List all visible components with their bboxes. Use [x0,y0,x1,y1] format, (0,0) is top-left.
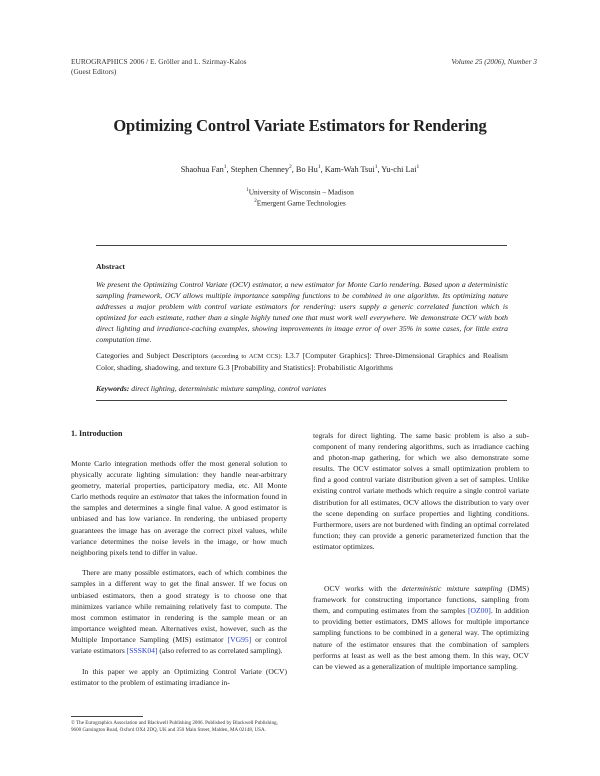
author-affiliation-mark: 2 [289,164,292,170]
emphasis: deterministic mixture sampling [401,584,503,594]
author-name: Shaohua Fan [180,164,224,174]
text-run: OCV works with the [324,584,402,594]
affiliation-line [0,186,600,197]
affiliation-list [0,186,600,208]
author-affiliation-mark: 1 [223,164,227,170]
paper-title: Optimizing Control Variate Estimators for Rendering [113,116,487,135]
text-run: Monte Carlo integration methods offer the most general solution to physically accurate lighting simulation: they handle near-arbitrary geometry, material properties, participatory media, etc. All Monte Carlo methods require an [71,459,287,502]
editors-line: (Guest Editors) [71,66,117,76]
abstract-bottom-rule [96,400,507,401]
running-header-right: Volume 25 (2006), Number 3 [451,57,537,66]
running-header-left [71,57,247,76]
abstract-top-rule [96,245,507,246]
paragraph [313,583,529,672]
paragraph: In this paper we apply an Optimizing Control Variate (OCV) estimator to the problem of estimating irradiance in- [71,666,287,687]
author-name: Kam-Wah Tsui [324,164,375,174]
conference-line: EUROGRAPHICS 2006 / E. Gröller and L. Szirmay-Kalos [71,57,247,66]
author-affiliation-mark: 1 [317,164,321,170]
paragraph [71,458,287,558]
footnote-rule [71,716,143,717]
author-name: Yu-chi Lai [381,164,417,174]
right-column [313,430,529,681]
left-column [71,458,287,697]
text-run: . In addition to providing better estimators, DMS allows for multiple importance sampling functions to be combined in a general way. The optimizing nature of the estimator ensures that the combination of samplers performs at least as well as the best among them. In this way, OCV can be viewed as a generalization of multiple importance sampling. [313,606,529,671]
author-name: Bo Hu [295,164,318,174]
paragraph [71,567,287,656]
emphasis: estimator [150,492,180,502]
keywords-label: Keywords: [96,384,130,393]
keywords [96,383,508,394]
citation-link[interactable]: [OZ00] [468,606,491,616]
abstract-text: We present the Optimizing Control Variate (OCV) estimator, a new estimator for Monte Carlo rendering. Based upon a deterministic sampling framework, OCV allows multiple importance sampling functions to be combined in one algorithm. Its optimizing nature addresses a major problem with control variate estimators for rendering: users supply a generic correlated function which is optimized for each estimate, rather than a single highly tuned one that must work well everywhere. We demonstrate OCV with both direct lighting and irradiance-caching examples, showing improvements in image error of over 35% in some cases, for little extra computation time. [96,280,508,345]
affiliation-line [0,197,600,208]
categories-label: Categories and Subject Descriptors [96,351,209,360]
affiliation-number: 2 [254,198,257,204]
citation-link[interactable]: [VG95] [227,634,252,644]
text-run: There are many possible estimators, each of which combines the samples in a different way to get the final answer. If we focus on unbiased estimators, then a good strategy is to choose one that minimizes variance while remaining relatively fast to compute. The most common estimator in rendering is the sample mean or an importance weighted mean. Alternatives exist, however, such as the Multiple Importance Sampling (MIS) estimator [71,568,287,644]
affiliation-text: University of Wisconsin – Madison [248,187,354,197]
text-run: that takes the information found in the samples and determines a single final value. A good estimator is unbiased and has low variance. In rendering, the unbiased property guarantees the image has on average the correct pixel values, while variance determines the noise levels in the image, or how much neighboring pixels tend to differ in value. [71,492,287,557]
citation-link[interactable]: [SSSK04] [126,646,158,655]
affiliation-number: 1 [246,188,249,193]
author-name: Stephen Chenney [230,164,289,174]
categories-text: I.3.7 [Computer Graphics]: Three-Dimensional Graphics and Realism Color, shading, shadowing, and texture G.3 [Probability and Statistics]: Probabilistic Algorithms [96,351,509,373]
text-run: (also referred to as correlated sampling). [157,646,283,655]
author-list: Shaohua Fan$^1$, Stephen Chenney$^2$, Bo Hu$^1$, Kam-Wah Tsui$^1$, Yu-chi Lai$^1$ [180,164,420,174]
abstract-heading: Abstract [96,262,126,271]
categories-descriptors [96,350,508,373]
categories-ccs-note: (according to ACM CCS): [211,353,283,360]
author-affiliation-mark: 1 [416,164,420,170]
text-run: or control variate estimators [71,634,288,655]
section-heading: 1. Introduction [71,429,123,438]
author-affiliation-mark: 1 [374,164,378,170]
paragraph: tegrals for direct lighting. The same basic problem is also a sub-component of many rendering algorithms, such as irradiance caching and photon-map gathering, for which we also demonstrate some results. The OCV estimator solves a small optimization problem to find a good control variate distribution given a set of samples. Unlike existing control variate methods which require a single control variate distribution for all estimates, OCV allows the distribution to vary over the scene depending on surface properties and lighting conditions. Furthermore, users are not burdened with finding an optimal correlated function; they can provide a generic parameterized function that the estimator optimizes. [313,431,529,551]
keywords-text: direct lighting, deterministic mixture sampling, control variates [131,384,327,393]
text-run: (DMS) framework for constructing importance functions, sampling from them, and computing estimates from the samples [313,584,529,616]
affiliation-text: Emergent Game Technologies [256,198,346,208]
copyright-icon: © [71,720,75,726]
copyright-text: The Eurographics Association and Blackwell Publishing 2006. Published by Blackwell Publishing, 9600 Garsington Road, Oxford OX4 2DQ, UK and 350 Main Street, Malden, MA 02148, USA. [71,720,278,734]
copyright-footnote [71,720,287,735]
